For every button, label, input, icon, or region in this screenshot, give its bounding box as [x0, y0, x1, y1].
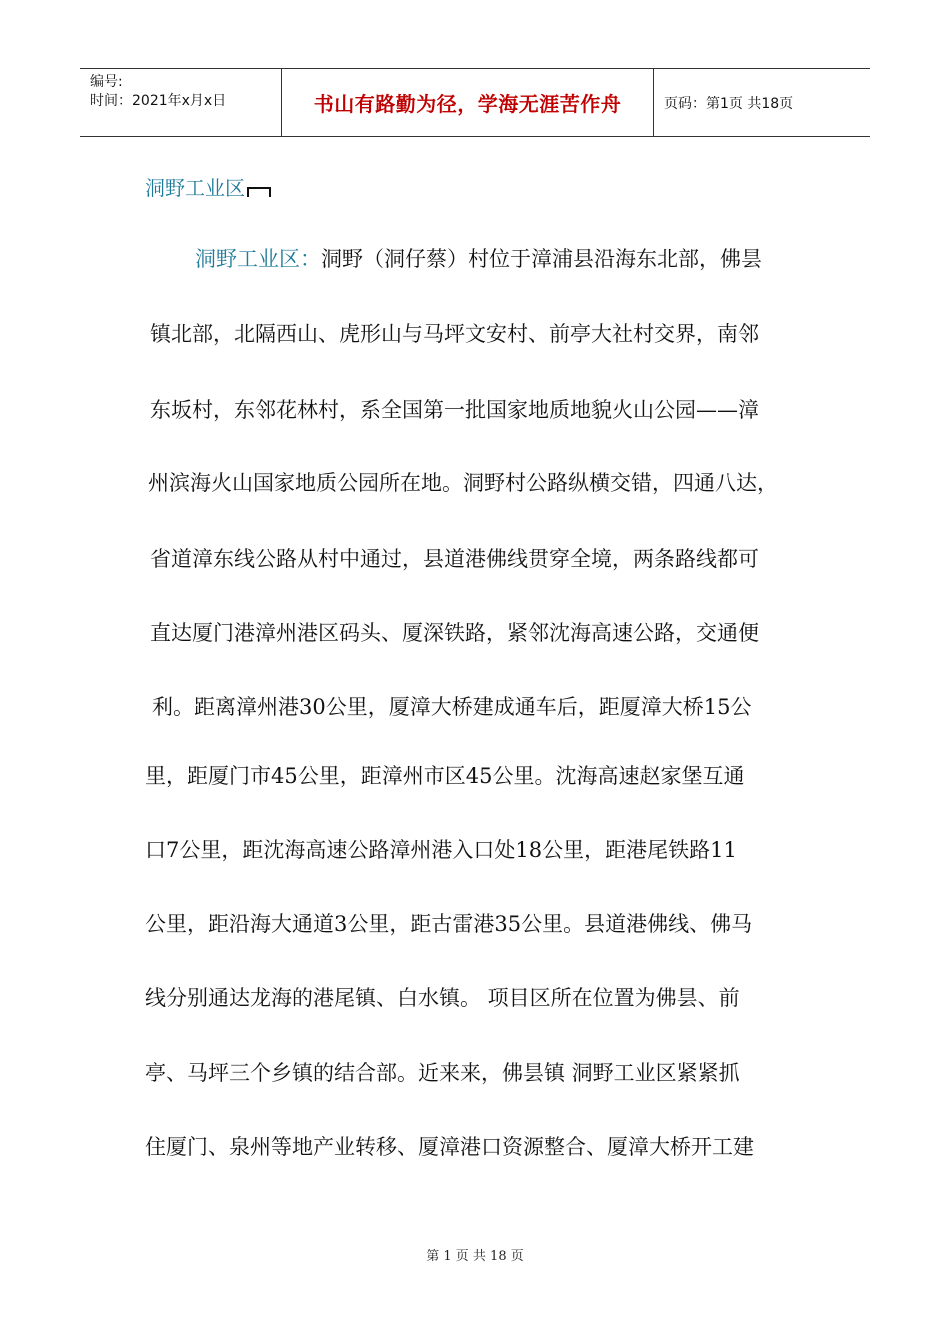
- page-footer: [0, 1245, 950, 1264]
- body-line: 亭、马坪三个乡镇的结合部。近来来，佛昙镇 洞野工业区紧紧抓: [145, 1061, 740, 1085]
- document-title: [145, 172, 271, 201]
- body-line: 省道漳东线公路从村中通过，县道港佛线贯穿全境，两条路线都可: [150, 547, 759, 571]
- header-page-cell: [654, 69, 870, 136]
- body-line: 州滨海火山国家地质公园所在地。洞野村公路纵横交错，四通八达，: [148, 471, 778, 495]
- header-meta-cell: [80, 69, 282, 136]
- body-line: 里，距厦门市45公里，距漳州市区45公里。沈海高速赵家堡互通: [145, 764, 745, 788]
- body-line: 公里，距沿海大通道3公里，距古雷港35公里。县道港佛线、佛马: [145, 912, 753, 936]
- document-header: [80, 68, 870, 137]
- body-line: 口7公里，距沈海高速公路漳州港入口处18公里，距港尾铁路11: [145, 838, 737, 862]
- footer-page-number: 第 1 页 共 18 页: [426, 1249, 524, 1264]
- time-label: 时间：2021年x月x日: [90, 93, 227, 109]
- title-text: 洞野工业区: [145, 176, 245, 200]
- header-motto-cell: [282, 69, 654, 136]
- body-line: 东坂村，东邻花林村，系全国第一批国家地质地貌火山公园——漳: [150, 398, 759, 422]
- body-line-text: 洞野（洞仔蔡）村位于漳浦县沿海东北部，佛昙: [321, 247, 762, 271]
- body-line: 利。距离漳州港30公里，厦漳大桥建成通车后，距厦漳大桥15公: [152, 695, 752, 719]
- number-label: 编号:: [90, 74, 123, 90]
- page-info: 页码：第1页 共18页: [664, 95, 794, 112]
- body-line: [195, 243, 762, 273]
- body-line: 镇北部，北隔西山、虎形山与马坪文安村、前亭大社村交界，南邻: [150, 322, 759, 346]
- motto-text: 书山有路勤为径，学海无涯苦作舟: [313, 92, 622, 116]
- body-line: 直达厦门港漳州港区码头、厦深铁路，紧邻沈海高速公路，交通便: [150, 621, 759, 645]
- bracket-mark-icon: [247, 187, 271, 197]
- intro-label: 洞野工业区：: [195, 247, 321, 271]
- body-line: 住厦门、泉州等地产业转移、厦漳港口资源整合、厦漳大桥开工建: [145, 1135, 754, 1159]
- body-line: 线分别通达龙海的港尾镇、白水镇。 项目区所在位置为佛昙、前: [145, 986, 740, 1010]
